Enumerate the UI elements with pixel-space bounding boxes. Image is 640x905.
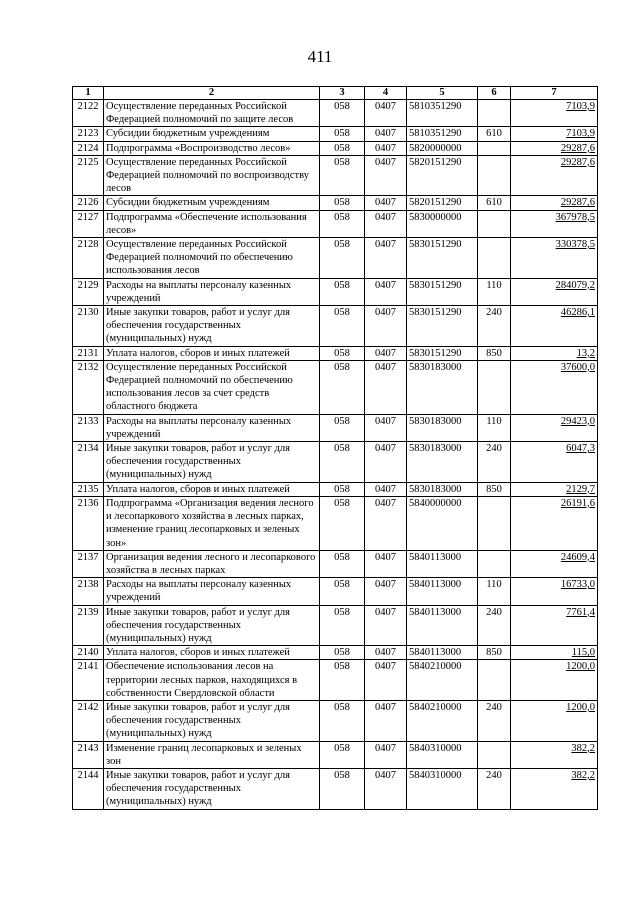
row-code: 2140 — [73, 646, 104, 660]
row-expense-type: 240 — [478, 605, 511, 646]
table-row — [73, 238, 598, 279]
row-target-code: 5810351290 — [407, 100, 478, 127]
row-amount: 24609,4 — [511, 550, 598, 577]
row-target-code: 5830151290 — [407, 278, 478, 305]
row-target-code: 5810351290 — [407, 127, 478, 141]
row-target-code: 5840210000 — [407, 660, 478, 701]
row-expense-type: 850 — [478, 646, 511, 660]
row-name: Расходы на выплаты персоналу казенных учреждений — [104, 578, 320, 605]
row-code: 2124 — [73, 141, 104, 155]
row-target-code: 5830151290 — [407, 238, 478, 279]
row-amount: 367978,5 — [511, 210, 598, 237]
row-name: Иные закупки товаров, работ и услуг для обеспечения государственных (муниципальных) нужд — [104, 605, 320, 646]
row-code: 2131 — [73, 346, 104, 360]
row-expense-type: 850 — [478, 482, 511, 496]
row-section-code: 0407 — [365, 442, 407, 483]
table-row — [73, 210, 598, 237]
row-ministry-code: 058 — [320, 238, 365, 279]
table-row — [73, 646, 598, 660]
table-header-row — [73, 87, 598, 100]
table-row — [73, 278, 598, 305]
table-row — [73, 100, 598, 127]
row-section-code: 0407 — [365, 605, 407, 646]
row-amount: 16733,0 — [511, 578, 598, 605]
row-name: Уплата налогов, сборов и иных платежей — [104, 646, 320, 660]
row-target-code: 5830000000 — [407, 210, 478, 237]
row-ministry-code: 058 — [320, 278, 365, 305]
row-section-code: 0407 — [365, 414, 407, 441]
row-code: 2132 — [73, 360, 104, 414]
row-ministry-code: 058 — [320, 660, 365, 701]
row-ministry-code: 058 — [320, 578, 365, 605]
row-name: Иные закупки товаров, работ и услуг для обеспечения государственных (муниципальных) нужд — [104, 768, 320, 809]
row-name: Подпрограмма «Организация ведения лесного и лесопаркового хозяйства в лесных парках, изменение границ лесопарковых и зеленых зон» — [104, 496, 320, 550]
row-code: 2141 — [73, 660, 104, 701]
row-ministry-code: 058 — [320, 482, 365, 496]
row-expense-type: 610 — [478, 127, 511, 141]
row-code: 2122 — [73, 100, 104, 127]
row-target-code: 5840113000 — [407, 578, 478, 605]
row-amount: 29423,0 — [511, 414, 598, 441]
row-expense-type — [478, 741, 511, 768]
row-target-code: 5840113000 — [407, 646, 478, 660]
row-target-code: 5830151290 — [407, 346, 478, 360]
row-code: 2130 — [73, 306, 104, 347]
row-amount: 37600,0 — [511, 360, 598, 414]
row-expense-type: 240 — [478, 768, 511, 809]
row-amount: 29287,6 — [511, 141, 598, 155]
row-ministry-code: 058 — [320, 360, 365, 414]
row-target-code: 5830151290 — [407, 306, 478, 347]
row-name: Субсидии бюджетным учреждениям — [104, 127, 320, 141]
row-ministry-code: 058 — [320, 496, 365, 550]
table-row — [73, 306, 598, 347]
row-amount: 382,2 — [511, 741, 598, 768]
row-expense-type: 240 — [478, 442, 511, 483]
row-target-code: 5840210000 — [407, 700, 478, 741]
table-row — [73, 700, 598, 741]
row-section-code: 0407 — [365, 278, 407, 305]
row-section-code: 0407 — [365, 768, 407, 809]
row-target-code: 5820151290 — [407, 196, 478, 210]
column-header: 6 — [478, 87, 511, 100]
row-target-code: 5830183000 — [407, 414, 478, 441]
row-ministry-code: 058 — [320, 768, 365, 809]
column-header: 1 — [73, 87, 104, 100]
row-expense-type — [478, 360, 511, 414]
row-expense-type: 110 — [478, 578, 511, 605]
table-row — [73, 482, 598, 496]
row-amount: 29287,6 — [511, 155, 598, 196]
row-ministry-code: 058 — [320, 100, 365, 127]
row-ministry-code: 058 — [320, 127, 365, 141]
row-amount: 330378,5 — [511, 238, 598, 279]
row-section-code: 0407 — [365, 741, 407, 768]
row-expense-type: 610 — [478, 196, 511, 210]
row-section-code: 0407 — [365, 346, 407, 360]
row-section-code: 0407 — [365, 482, 407, 496]
row-name: Уплата налогов, сборов и иных платежей — [104, 482, 320, 496]
row-ministry-code: 058 — [320, 442, 365, 483]
row-target-code: 5840113000 — [407, 550, 478, 577]
table-row — [73, 127, 598, 141]
row-section-code: 0407 — [365, 700, 407, 741]
row-section-code: 0407 — [365, 155, 407, 196]
row-code: 2144 — [73, 768, 104, 809]
row-section-code: 0407 — [365, 660, 407, 701]
row-section-code: 0407 — [365, 496, 407, 550]
row-name: Подпрограмма «Воспроизводство лесов» — [104, 141, 320, 155]
row-code: 2138 — [73, 578, 104, 605]
row-expense-type: 110 — [478, 414, 511, 441]
table-row — [73, 442, 598, 483]
row-target-code: 5840113000 — [407, 605, 478, 646]
row-code: 2135 — [73, 482, 104, 496]
row-expense-type: 110 — [478, 278, 511, 305]
table-row — [73, 578, 598, 605]
row-amount: 26191,6 — [511, 496, 598, 550]
row-ministry-code: 058 — [320, 700, 365, 741]
row-section-code: 0407 — [365, 100, 407, 127]
row-section-code: 0407 — [365, 360, 407, 414]
row-name: Иные закупки товаров, работ и услуг для обеспечения государственных (муниципальных) нужд — [104, 306, 320, 347]
row-code: 2143 — [73, 741, 104, 768]
row-expense-type: 240 — [478, 700, 511, 741]
row-amount: 2129,7 — [511, 482, 598, 496]
row-target-code: 5840310000 — [407, 741, 478, 768]
row-ministry-code: 058 — [320, 741, 365, 768]
row-amount: 13,2 — [511, 346, 598, 360]
table-row — [73, 550, 598, 577]
table-row — [73, 741, 598, 768]
row-code: 2128 — [73, 238, 104, 279]
row-target-code: 5830183000 — [407, 482, 478, 496]
row-expense-type: 240 — [478, 306, 511, 347]
row-name: Иные закупки товаров, работ и услуг для обеспечения государственных (муниципальных) нужд — [104, 700, 320, 741]
row-name: Осуществление переданных Российской Федерацией полномочий по обеспечению использования лесов — [104, 238, 320, 279]
row-ministry-code: 058 — [320, 196, 365, 210]
row-target-code: 5840310000 — [407, 768, 478, 809]
row-target-code: 5830183000 — [407, 360, 478, 414]
row-section-code: 0407 — [365, 646, 407, 660]
row-name: Субсидии бюджетным учреждениям — [104, 196, 320, 210]
row-amount: 284079,2 — [511, 278, 598, 305]
row-name: Организация ведения лесного и лесопаркового хозяйства в лесных парках — [104, 550, 320, 577]
table-row — [73, 346, 598, 360]
row-amount: 46286,1 — [511, 306, 598, 347]
row-section-code: 0407 — [365, 578, 407, 605]
row-expense-type — [478, 141, 511, 155]
column-header: 5 — [407, 87, 478, 100]
row-expense-type: 850 — [478, 346, 511, 360]
row-amount: 7103,9 — [511, 127, 598, 141]
row-code: 2134 — [73, 442, 104, 483]
row-code: 2136 — [73, 496, 104, 550]
row-amount: 1200,0 — [511, 660, 598, 701]
column-header: 3 — [320, 87, 365, 100]
row-code: 2127 — [73, 210, 104, 237]
row-target-code: 5840000000 — [407, 496, 478, 550]
row-code: 2137 — [73, 550, 104, 577]
row-target-code: 5820000000 — [407, 141, 478, 155]
row-expense-type — [478, 238, 511, 279]
column-header: 2 — [104, 87, 320, 100]
row-name: Подпрограмма «Обеспечение использования лесов» — [104, 210, 320, 237]
row-amount: 7103,9 — [511, 100, 598, 127]
row-target-code: 5830183000 — [407, 442, 478, 483]
row-section-code: 0407 — [365, 306, 407, 347]
row-section-code: 0407 — [365, 196, 407, 210]
row-name: Осуществление переданных Российской Федерацией полномочий по обеспечению использования лесов за счет средств областного бюджета — [104, 360, 320, 414]
row-ministry-code: 058 — [320, 550, 365, 577]
row-ministry-code: 058 — [320, 210, 365, 237]
table-row — [73, 196, 598, 210]
row-section-code: 0407 — [365, 210, 407, 237]
table-row — [73, 141, 598, 155]
column-header: 4 — [365, 87, 407, 100]
row-name: Обеспечение использования лесов на территории лесных парков, находящихся в собственности Свердловской области — [104, 660, 320, 701]
row-code: 2125 — [73, 155, 104, 196]
row-code: 2139 — [73, 605, 104, 646]
table-row — [73, 155, 598, 196]
row-section-code: 0407 — [365, 550, 407, 577]
row-name: Иные закупки товаров, работ и услуг для обеспечения государственных (муниципальных) нужд — [104, 442, 320, 483]
row-amount: 1200,0 — [511, 700, 598, 741]
row-expense-type — [478, 210, 511, 237]
row-ministry-code: 058 — [320, 605, 365, 646]
row-amount: 382,2 — [511, 768, 598, 809]
row-name: Расходы на выплаты персоналу казенных учреждений — [104, 278, 320, 305]
row-name: Изменение границ лесопарковых и зеленых зон — [104, 741, 320, 768]
row-section-code: 0407 — [365, 238, 407, 279]
row-ministry-code: 058 — [320, 414, 365, 441]
table-row — [73, 605, 598, 646]
row-amount: 6047,3 — [511, 442, 598, 483]
column-header: 7 — [511, 87, 598, 100]
row-ministry-code: 058 — [320, 646, 365, 660]
row-expense-type — [478, 100, 511, 127]
row-amount: 29287,6 — [511, 196, 598, 210]
row-expense-type — [478, 155, 511, 196]
row-name: Осуществление переданных Российской Федерацией полномочий по защите лесов — [104, 100, 320, 127]
row-ministry-code: 058 — [320, 306, 365, 347]
row-section-code: 0407 — [365, 141, 407, 155]
row-ministry-code: 058 — [320, 155, 365, 196]
row-ministry-code: 058 — [320, 346, 365, 360]
page-number: 411 — [307, 47, 333, 66]
table-row — [73, 414, 598, 441]
row-section-code: 0407 — [365, 127, 407, 141]
budget-table — [72, 86, 598, 810]
row-name: Уплата налогов, сборов и иных платежей — [104, 346, 320, 360]
row-code: 2126 — [73, 196, 104, 210]
row-code: 2142 — [73, 700, 104, 741]
row-target-code: 5820151290 — [407, 155, 478, 196]
row-amount: 7761,4 — [511, 605, 598, 646]
row-code: 2129 — [73, 278, 104, 305]
row-amount: 115,0 — [511, 646, 598, 660]
row-expense-type — [478, 550, 511, 577]
table-row — [73, 496, 598, 550]
table-row — [73, 768, 598, 809]
row-name: Осуществление переданных Российской Федерацией полномочий по воспроизводству лесов — [104, 155, 320, 196]
row-name: Расходы на выплаты персоналу казенных учреждений — [104, 414, 320, 441]
table-row — [73, 660, 598, 701]
table-row — [73, 360, 598, 414]
row-ministry-code: 058 — [320, 141, 365, 155]
row-expense-type — [478, 496, 511, 550]
row-code: 2133 — [73, 414, 104, 441]
row-code: 2123 — [73, 127, 104, 141]
row-expense-type — [478, 660, 511, 701]
